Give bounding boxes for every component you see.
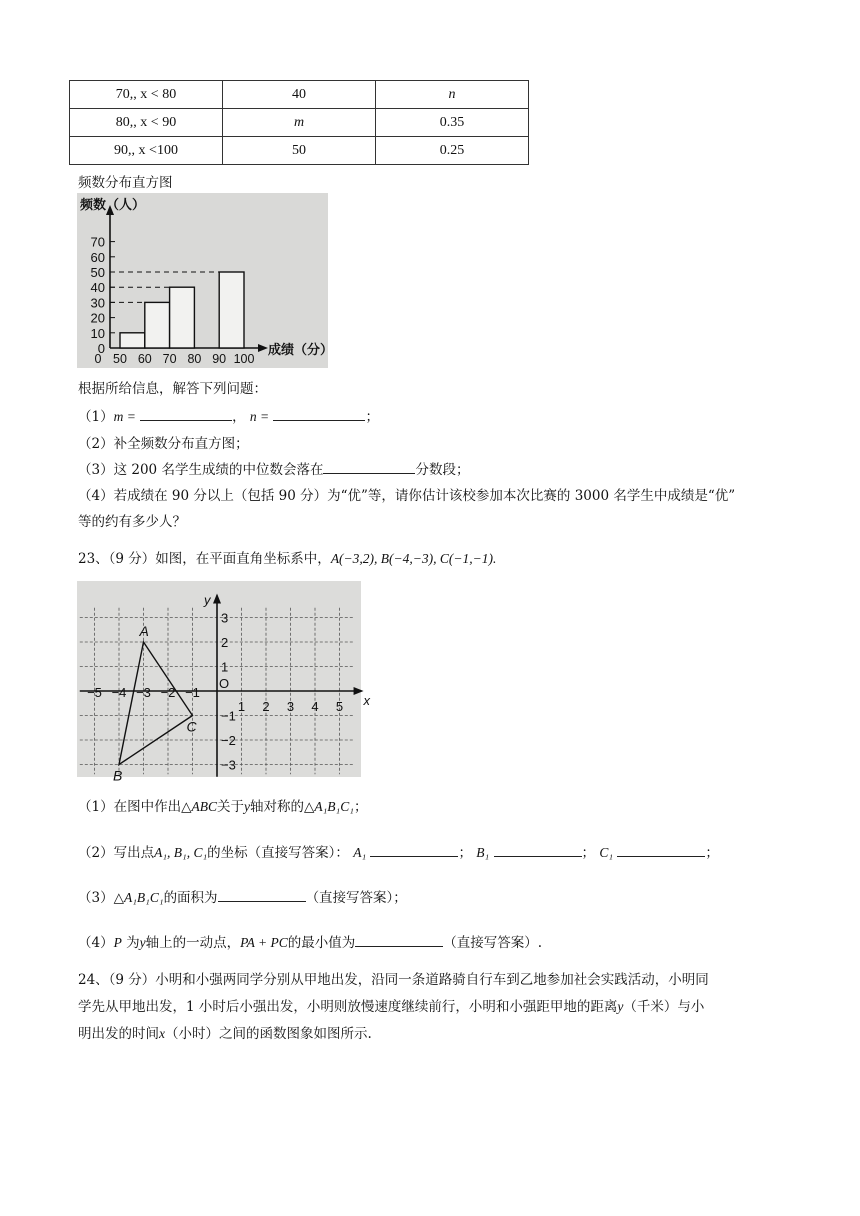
q22-part4-line2: 等的约有多少人？ (78, 514, 186, 530)
p-symbol: P (113, 935, 122, 950)
x-tick-label: −1 (185, 685, 200, 700)
q22-part1 (78, 405, 379, 425)
x-tick-label: 3 (286, 699, 295, 714)
m-answer-blank[interactable] (140, 406, 232, 421)
x-axis-name: x (363, 693, 371, 708)
q22-part4-line1: （4）若成绩在 90 分以上（包括 90 分）为“优”等，请你估计该校参加本次比赛的 3000 名学生中成绩是“优” (78, 488, 736, 504)
x-tick-label: 2 (262, 699, 270, 714)
q22-intro: 根据所给信息，解答下列问题： (78, 381, 267, 397)
q23-part3-label: （3） (78, 890, 114, 906)
c1-label: C₁ (599, 845, 614, 860)
q23-header-points: A(−3,2), B(−4,−3), C(−1,−1). (330, 551, 497, 566)
a1-answer-blank[interactable] (370, 842, 458, 857)
y-symbol: y (139, 935, 146, 950)
x-tick-label: 5 (335, 699, 344, 714)
x-tick-label: 4 (311, 699, 319, 714)
q23-part2 (78, 841, 719, 861)
x-axis-title: 成绩（分） (268, 342, 334, 357)
sep: ； (458, 845, 472, 861)
b1-answer-blank[interactable] (494, 842, 582, 857)
coordinate-figure (77, 581, 371, 784)
q23-part4 (78, 931, 542, 951)
q23-part4-text: 为 (126, 935, 140, 951)
q22-part1-end: ； (365, 409, 379, 425)
y-tick-label: −2 (221, 733, 236, 748)
sep: ； (581, 845, 596, 861)
q23-part1-text: （1）在图中作出 (78, 799, 182, 815)
table-row (70, 81, 529, 109)
q23-header (78, 547, 496, 567)
q24-line3-text2: （小时）之间的函数图象如图所示. (165, 1026, 372, 1042)
q23-part2-text: （2）写出点 (78, 845, 155, 861)
y-symbol: y (243, 799, 250, 814)
q23-part4-text2: 轴上的一动点， (145, 935, 241, 951)
q24-line2 (78, 995, 704, 1015)
y-tick-label: 40 (90, 280, 105, 296)
triangle-a1b1c1: △A₁B₁C₁ (303, 799, 354, 814)
table-cell-freq: 0.25 (376, 137, 529, 165)
y-tick-label: 20 (90, 310, 105, 326)
x-tick-label: −3 (136, 685, 151, 700)
table-cell-range: 80,, x < 90 (70, 109, 223, 137)
y-tick-label: 1 (221, 659, 229, 675)
y-tick-label: 70 (90, 234, 105, 250)
histogram-bar (170, 287, 195, 348)
q24-line1: 24、（9 分）小明和小强两同学分别从甲地出发，沿同一条道路骑自行车到乙地参加社会实践活动，小明同 (78, 972, 709, 988)
table-cell-count: m (223, 109, 376, 137)
x-symbol: x (159, 1026, 165, 1041)
y-tick-label: 30 (90, 295, 105, 311)
coordinate-grid (77, 581, 371, 784)
q23-header-text: 23、（9 分）如图，在平面直角坐标系中， (78, 551, 331, 567)
frequency-table (69, 80, 529, 165)
histogram-caption: 频数分布直方图 (78, 175, 173, 191)
x-tick-label: −2 (160, 685, 176, 700)
y-axis-name: y (204, 592, 211, 608)
q23-part1-text2: 关于 (216, 799, 244, 815)
x-tick-label: 70 (162, 352, 177, 366)
points-a1b1c1: A₁, B₁, C₁ (154, 845, 208, 860)
histogram-bar (219, 272, 244, 348)
c1-answer-blank[interactable] (617, 842, 705, 857)
histogram-figure (77, 193, 334, 368)
table-row (70, 137, 529, 165)
x-tick-label: 90 (212, 352, 227, 366)
y-tick-label: 50 (90, 265, 105, 280)
pa-pc-expression: PA + PC (240, 935, 288, 950)
q22-m-label: m = (113, 409, 136, 424)
triangle-a1b1c1: △A₁B₁C₁ (113, 890, 164, 905)
a1-label: A₁ (353, 845, 367, 860)
x-tick-label: −5 (87, 685, 102, 700)
histogram-chart (77, 193, 334, 368)
y-tick-label: 60 (90, 249, 105, 265)
x-tick-label: 100 (233, 352, 255, 366)
x-tick-label: 1 (237, 699, 246, 714)
table-cell-freq: 0.35 (376, 109, 529, 137)
q23-part4-text3: 的最小值为 (287, 935, 356, 951)
q22-part3-text: （3）这 200 名学生成绩的中位数会落在 (78, 462, 324, 478)
q24-line2-text: 学先从甲地出发，1 小时后小强出发，小明则放慢速度继续前行，小明和小强距甲地的距离 (78, 999, 618, 1015)
y-tick-label: −1 (221, 708, 236, 724)
table-cell-range: 90,, x <100 (70, 137, 223, 165)
q22-n-label: n = (249, 409, 270, 424)
y-tick-label: 3 (221, 610, 229, 626)
q22-part2: （2）补全频数分布直方图； (78, 436, 249, 452)
area-answer-blank[interactable] (218, 887, 306, 902)
q22-part3-end: 分数段； (415, 462, 470, 478)
origin-label: O (219, 676, 230, 691)
q23-part4-label: （4） (78, 935, 114, 951)
q23-part4-end: （直接写答案）. (443, 935, 543, 951)
b1-label: B₁ (476, 845, 490, 860)
median-answer-blank[interactable] (323, 459, 415, 474)
point-label-c: C (186, 718, 197, 735)
y-tick-label: −3 (221, 757, 236, 773)
q24-line2-text2: （千米）与小 (623, 999, 705, 1015)
sep: ； (705, 845, 719, 861)
triangle-abc: △ABC (181, 799, 217, 814)
q23-part1-end: ； (353, 799, 368, 815)
x-axis-arrow (354, 687, 364, 695)
triangle-abc-shape (119, 642, 193, 765)
table-cell-count: 50 (223, 137, 376, 165)
point-label-b: B (113, 767, 123, 784)
q23-part1 (78, 795, 367, 815)
y-symbol: y (617, 999, 624, 1014)
x-axis-arrow (258, 344, 268, 352)
q23-part3-end: （直接写答案）； (305, 890, 407, 906)
table-cell-range: 70,, x < 80 (70, 81, 223, 109)
x-tick-label: 80 (187, 352, 202, 366)
y-tick-label: 2 (221, 635, 229, 650)
q24-line3 (78, 1022, 372, 1042)
x-tick-label: 60 (137, 352, 152, 366)
q23-part3 (78, 886, 407, 906)
x-tick-label: 50 (113, 352, 127, 366)
histogram-bar (120, 333, 145, 348)
q22-part1-label: （1） (78, 409, 114, 425)
y-tick-label: 0 (97, 341, 105, 356)
y-axis-arrow (213, 593, 221, 603)
n-answer-blank[interactable] (273, 406, 365, 421)
point-label-a: A (139, 623, 149, 639)
y-tick-label: 10 (90, 325, 105, 341)
q23-part1-text3: 轴对称的 (249, 799, 304, 815)
q23-part3-text: 的面积为 (163, 890, 218, 906)
origin-label: 0 (94, 352, 102, 366)
q22-part1-sep: ， (232, 409, 246, 425)
q24-line3-text: 明出发的时间 (78, 1026, 159, 1042)
table-row (70, 109, 529, 137)
x-tick-label: −4 (111, 685, 127, 700)
table-cell-freq: n (376, 81, 529, 109)
table-cell-count: 40 (223, 81, 376, 109)
histogram-bar (145, 302, 170, 348)
q23-part2-text2: 的坐标（直接写答案）： (207, 845, 349, 861)
min-value-answer-blank[interactable] (355, 932, 443, 947)
q22-part3 (78, 458, 469, 478)
y-axis-title: 频数（人） (80, 197, 146, 212)
